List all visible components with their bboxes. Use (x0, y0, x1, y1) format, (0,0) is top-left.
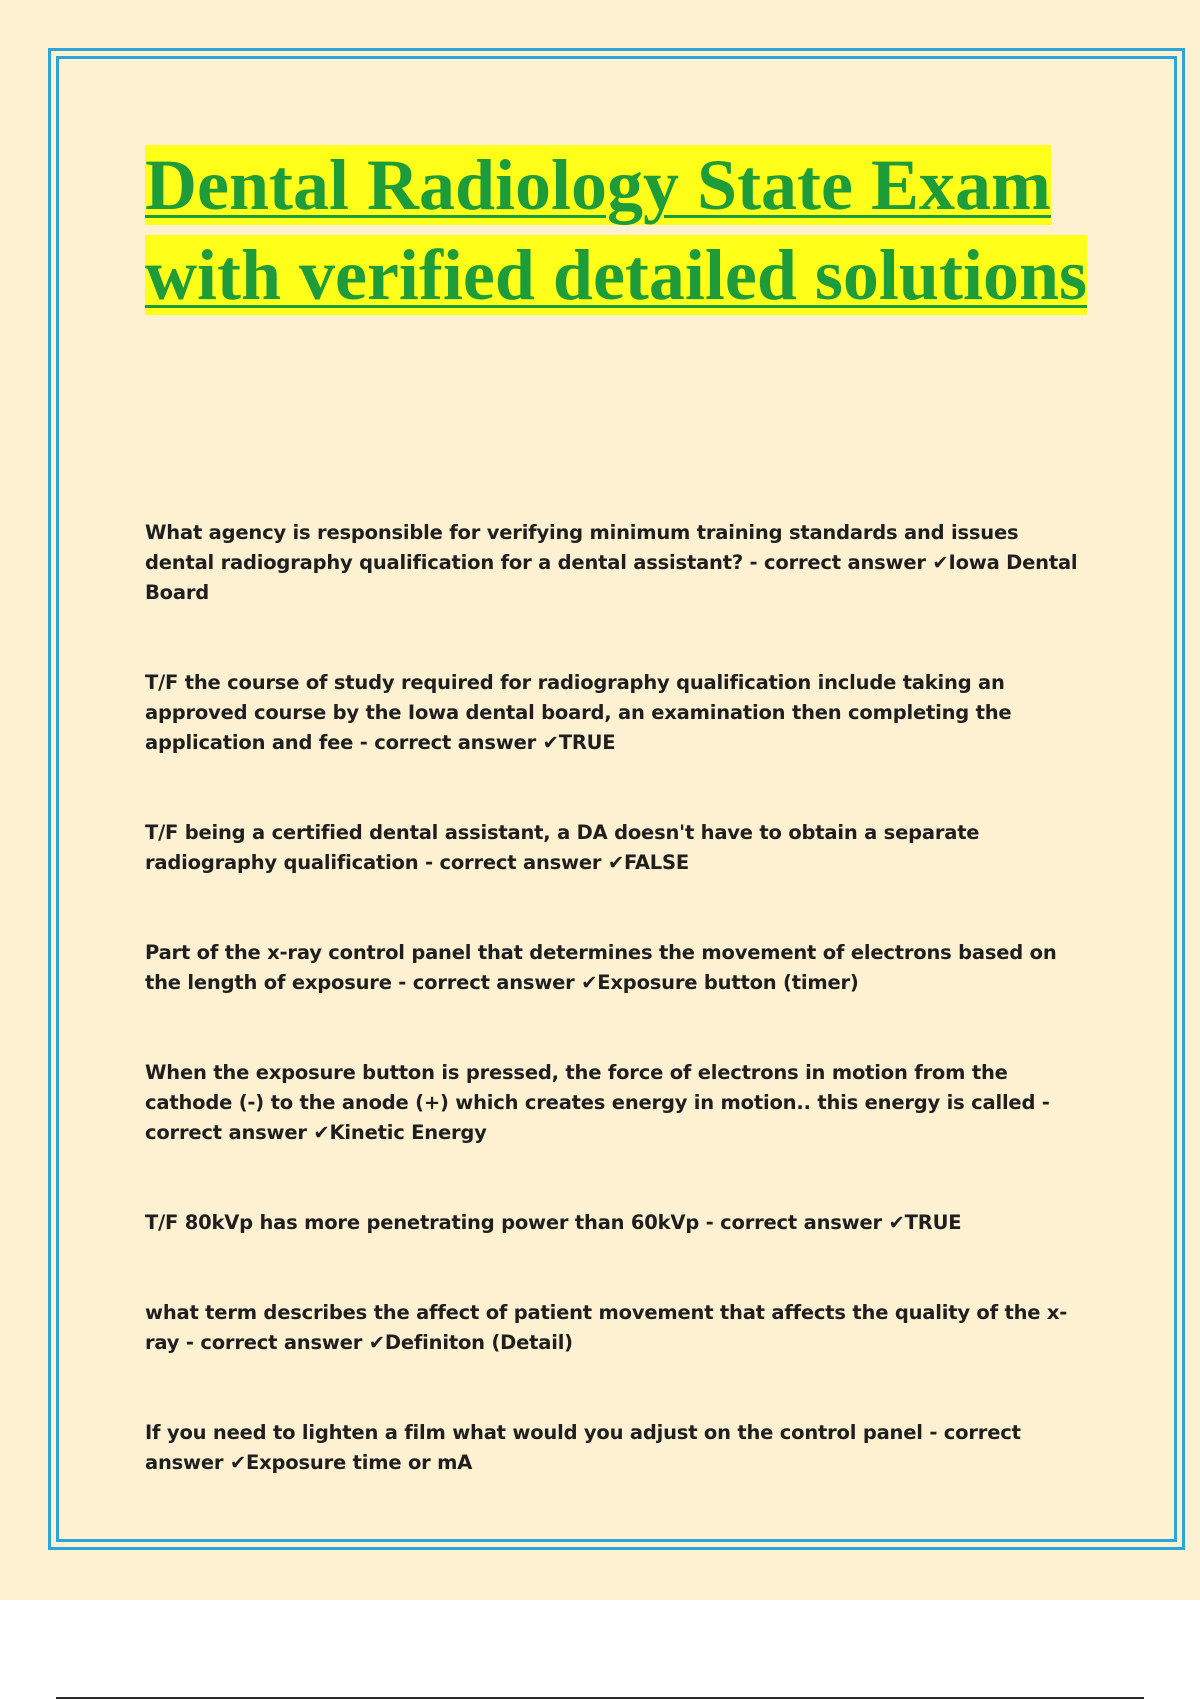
qa-item: T/F 80kVp has more penetrating power than 60kVp - correct answer ✔TRUE (145, 1211, 962, 1234)
qa-item: T/F being a certified dental assistant, a DA doesn't have to obtain a separate radiography qualification - correct answer ✔FALSE (145, 821, 980, 874)
qa-item: If you need to lighten a film what would you adjust on the control panel - correct answer ✔Exposure time or mA (145, 1421, 1021, 1474)
qa-item: what term describes the affect of patient movement that affects the quality of the x-ray - correct answer ✔Definiton (Detail) (145, 1301, 1068, 1354)
document-title (145, 140, 1105, 320)
qa-item: What agency is responsible for verifying minimum training standards and issues dental radiography qualification for a dental assistant? - correct answer ✔Iowa Dental Board (145, 521, 1078, 604)
qa-list (145, 518, 1090, 1478)
qa-item: T/F the course of study required for radiography qualification include taking an approved course by the Iowa dental board, an examination then completing the application and fee - correct answer ✔TRUE (145, 671, 1012, 754)
footer-divider (56, 1697, 1144, 1699)
qa-item: Part of the x-ray control panel that determines the movement of electrons based on the length of exposure - correct answer ✔Exposure button (timer) (145, 941, 1057, 994)
qa-item: When the exposure button is pressed, the force of electrons in motion from the cathode (-) to the anode (+) which creates energy in motion.. this energy is called - correct answer ✔Kinetic Energy (145, 1061, 1050, 1144)
document-title-text: Dental Radiology State Exam with verified detailed solutions (145, 145, 1088, 315)
